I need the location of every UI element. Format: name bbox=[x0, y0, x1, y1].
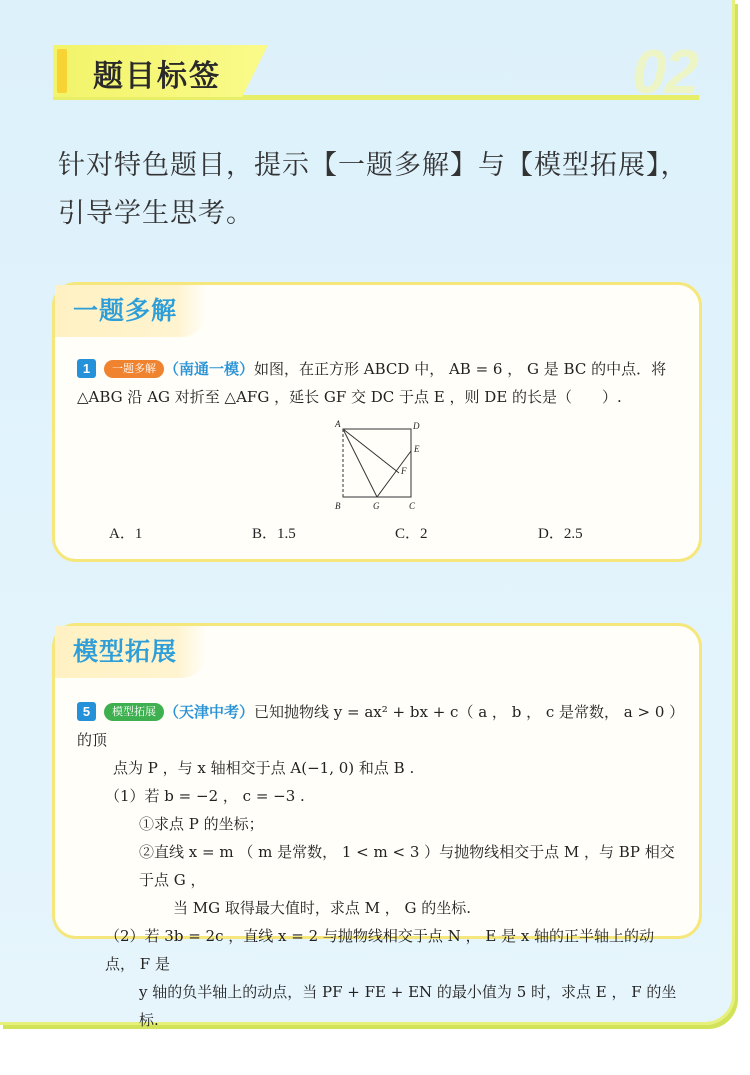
question-number-badge: 5 bbox=[77, 702, 96, 721]
question-source: （南通一模） bbox=[164, 360, 255, 378]
label-g: G bbox=[373, 501, 380, 511]
card-tag: 模型拓展 bbox=[55, 626, 207, 678]
part-2-cont: y 轴的负半轴上的动点，当 PF + FE + EN 的最小值为 5 时，求点 E ， F 的坐标. bbox=[139, 983, 677, 1029]
part-1-sub-2: ②直线 x = m （ m 是常数， 1 < m < 3 ）与抛物线相交于点 M ，与 BP 相交于点 G ， bbox=[139, 843, 675, 889]
part-1-sub-2-cont: 当 MG 取得最大值时，求点 M ， G 的坐标. bbox=[173, 899, 472, 917]
part-1-sub-1: ①求点 P 的坐标； bbox=[139, 815, 264, 833]
header-accent-bar bbox=[57, 49, 67, 93]
label-e: E bbox=[414, 444, 420, 454]
question-text bbox=[77, 698, 681, 1034]
question-line-1-text: 如图，在正方形 ABCD 中， AB = 6 ， G 是 BC 的中点．将 bbox=[254, 360, 667, 378]
example-card-multiple-solutions bbox=[52, 282, 702, 562]
question-line-1-text: 已知抛物线 y = ax² + bx + c（ a ， b ， c 是常数， a > 0 ）的顶 bbox=[77, 703, 677, 749]
label-c: C bbox=[409, 501, 416, 511]
segment-ag bbox=[343, 429, 377, 497]
section-number: 02 bbox=[632, 38, 697, 107]
section-header bbox=[53, 38, 701, 107]
label-f: F bbox=[401, 466, 407, 476]
section-title: 题目标签 bbox=[93, 59, 221, 94]
part-2-condition: （2）若 3b = 2c ，直线 x = 2 与抛物线相交于点 N ， E 是 x 轴的正半轴上的动点， F 是 bbox=[105, 927, 655, 973]
question-line-2: △ABG 沿 AG 对折至 △AFG ，延长 GF 交 DC 于点 E ，则 DE 的长是（ ）. bbox=[77, 388, 622, 406]
choice-a[interactable]: A．1 bbox=[109, 526, 143, 542]
label-d: D bbox=[413, 421, 420, 431]
part-1-condition: （1）若 b = −2 ， c = −3 . bbox=[105, 787, 305, 805]
question-tag-pill: 一题多解 bbox=[104, 360, 164, 378]
intro-text bbox=[58, 142, 698, 238]
question-number-badge: 1 bbox=[77, 359, 96, 378]
question-source: （天津中考） bbox=[164, 703, 255, 721]
square-abcd bbox=[343, 429, 411, 497]
intro-line-2: 引导学生思考。 bbox=[58, 198, 254, 229]
question-line-1 bbox=[77, 355, 681, 383]
segment-af bbox=[343, 429, 399, 473]
question-line-1 bbox=[77, 698, 681, 754]
question-line-2: 点为 P ，与 x 轴相交于点 A(−1, 0) 和点 B . bbox=[113, 759, 415, 777]
intro-line-1: 针对特色题目，提示【一题多解】与【模型拓展】， bbox=[58, 150, 689, 181]
label-b: B bbox=[335, 501, 341, 511]
choice-b[interactable]: B．1.5 bbox=[252, 526, 296, 542]
question-text bbox=[77, 355, 681, 411]
label-a: A bbox=[335, 419, 341, 429]
square-geometry-figure bbox=[335, 419, 427, 517]
example-card-model-extension bbox=[52, 623, 702, 1029]
card-tag: 一题多解 bbox=[55, 285, 207, 337]
choice-c[interactable]: C．2 bbox=[395, 526, 428, 542]
question-tag-pill: 模型拓展 bbox=[104, 703, 164, 721]
choice-d[interactable]: D．2.5 bbox=[538, 526, 583, 542]
